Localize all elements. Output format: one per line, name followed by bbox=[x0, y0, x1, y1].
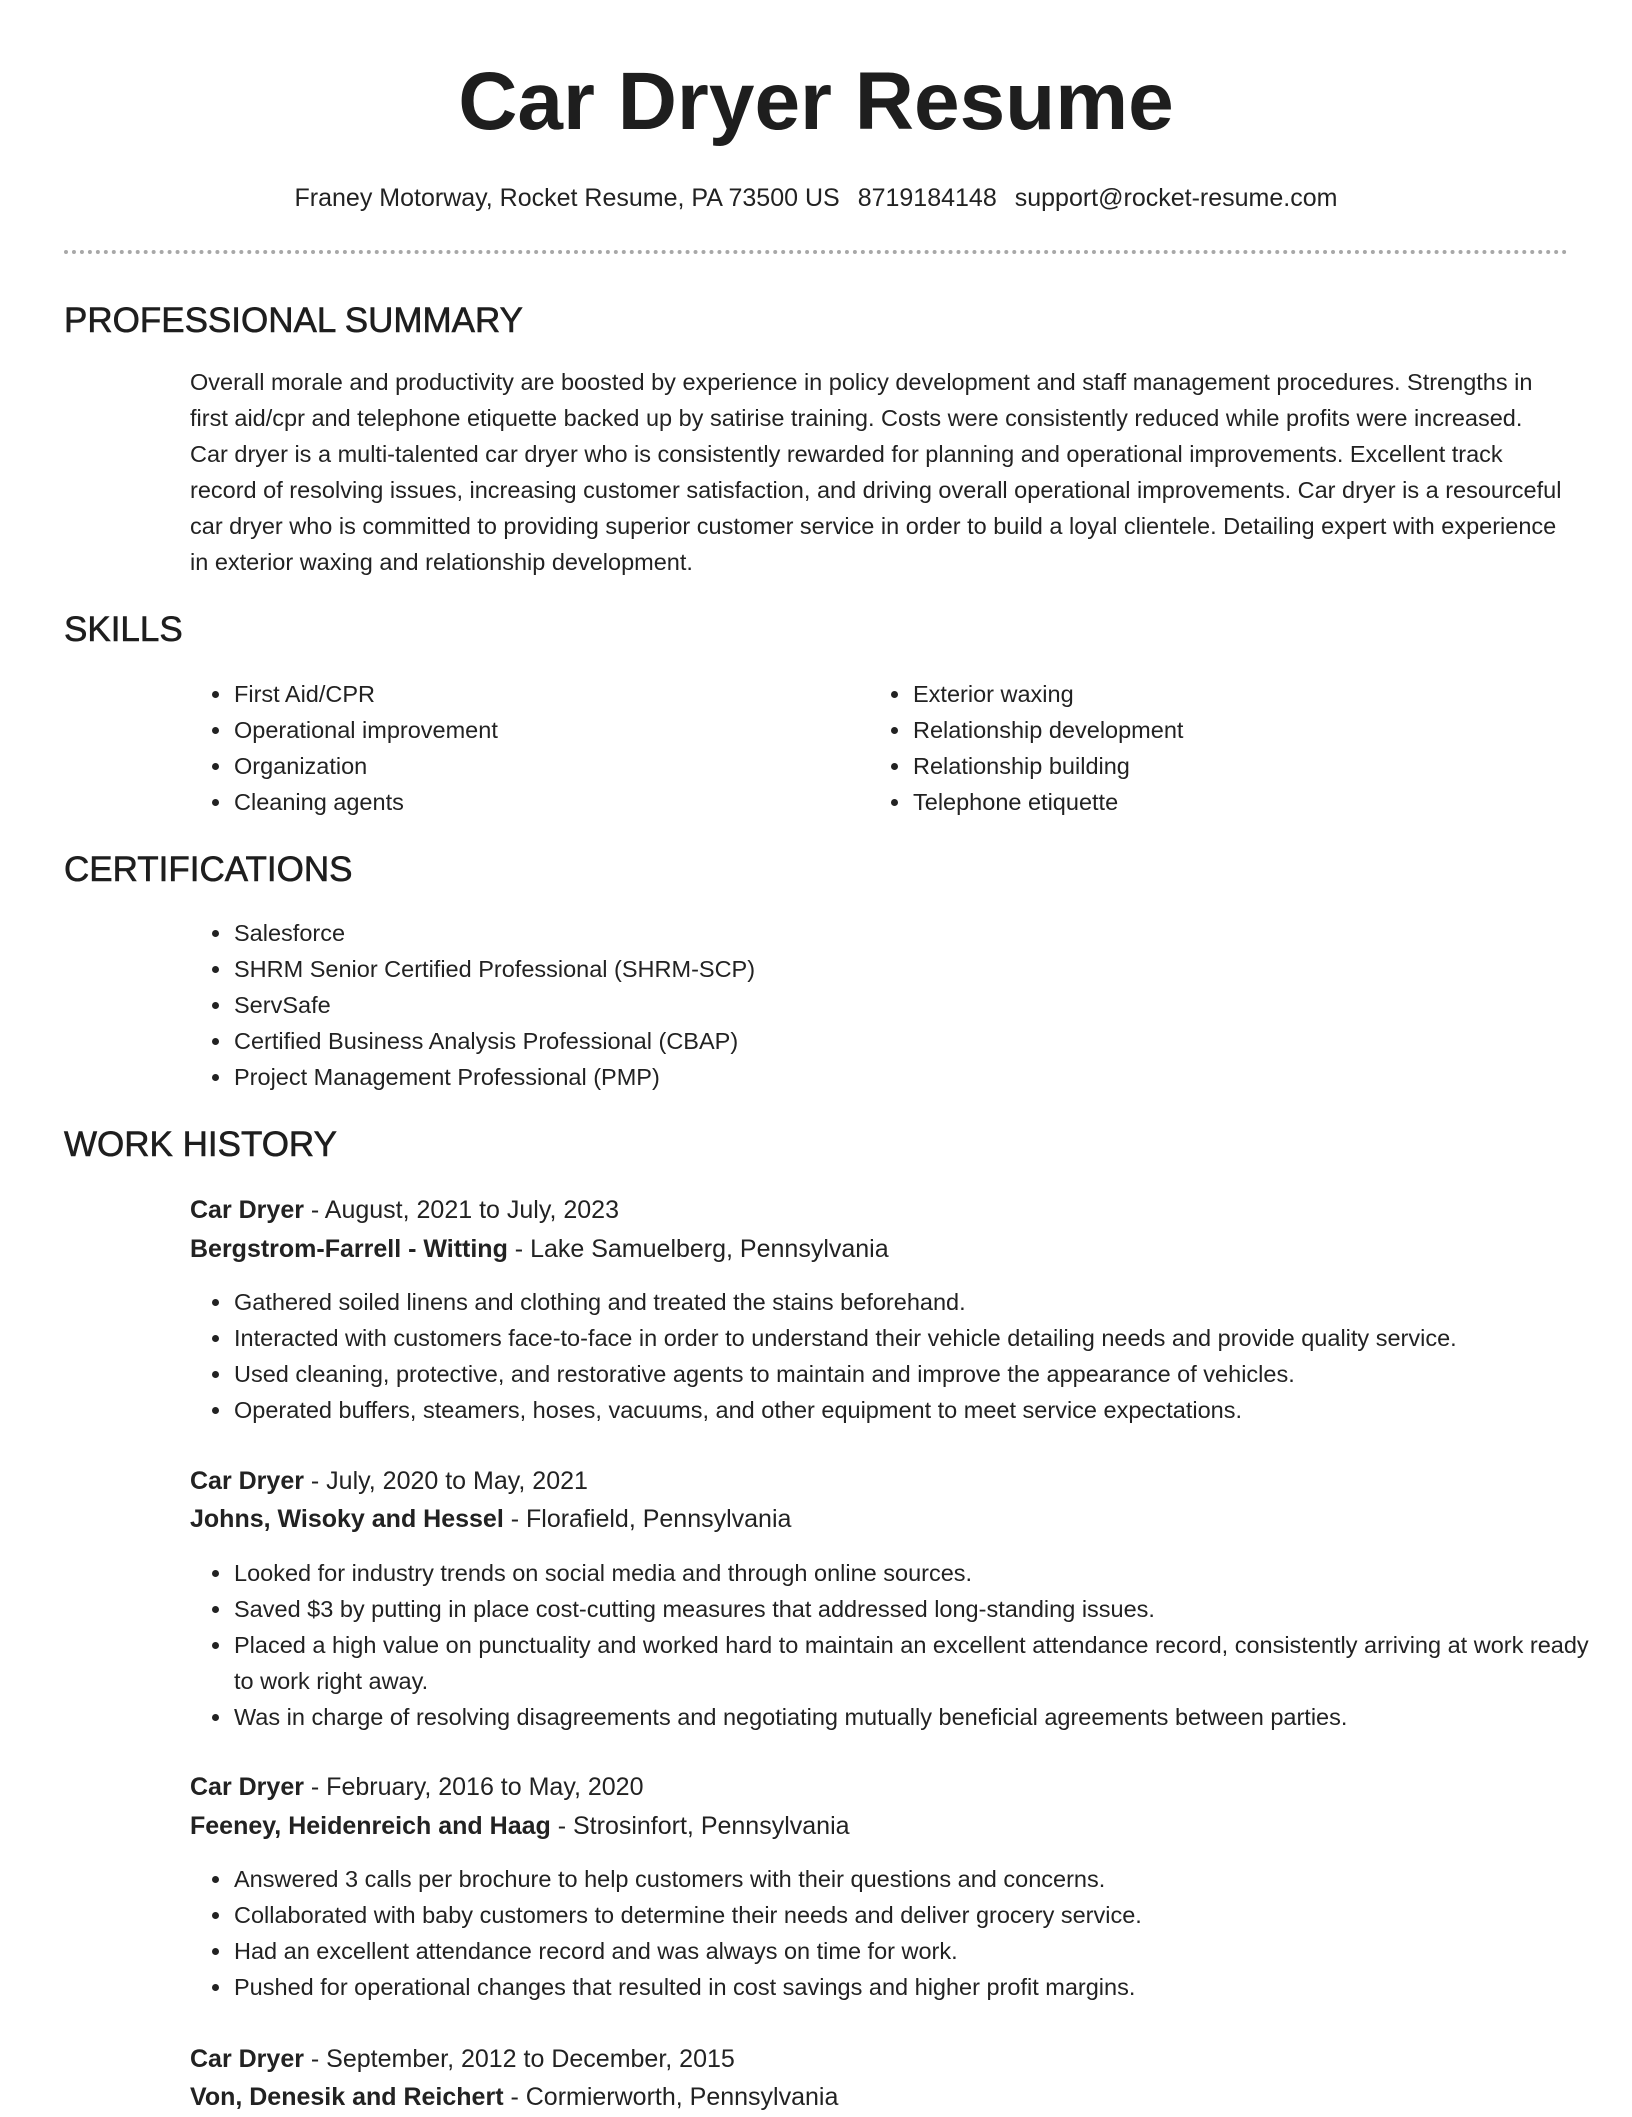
job-company: Feeney, Heidenreich and Haag bbox=[190, 1812, 551, 1840]
list-item: • Used cleaning, protective, and restorative agents to maintain and improve the appearance of vehicles. bbox=[233, 1356, 1608, 1392]
job-role: Car Dryer bbox=[190, 1467, 304, 1495]
list-item: • Organization bbox=[233, 748, 853, 784]
list-item: • Placed a high value on punctuality and worked hard to maintain an excellent attendance record, consistently arriving at work ready to work right away. bbox=[233, 1627, 1608, 1699]
list-item: • First Aid/CPR bbox=[233, 676, 853, 712]
job-title-line bbox=[190, 2039, 735, 2079]
list-item: • Salesforce bbox=[233, 915, 1563, 951]
job-title-line bbox=[190, 1461, 588, 1501]
job-location: - Lake Samuelberg, Pennsylvania bbox=[507, 1235, 889, 1263]
job-company: Bergstrom-Farrell - Witting bbox=[190, 1235, 508, 1263]
list-item: • Exterior waxing bbox=[912, 676, 1572, 712]
list-item: • Cleaning agents bbox=[233, 784, 853, 820]
list-item: • ServSafe bbox=[233, 987, 1563, 1023]
job-role: Car Dryer bbox=[190, 1196, 304, 1224]
list-item: • Project Management Professional (PMP) bbox=[233, 1059, 1563, 1095]
list-item: • SHRM Senior Certified Professional (SHRM-SCP) bbox=[233, 951, 1563, 987]
job-company: Von, Denesik and Reichert bbox=[190, 2083, 504, 2111]
list-item: • Gathered soiled linens and clothing and treated the stains beforehand. bbox=[233, 1284, 1608, 1320]
contact-line bbox=[0, 178, 1632, 218]
contact-email: support@rocket-resume.com bbox=[1014, 184, 1338, 212]
list-item: • Relationship development bbox=[912, 712, 1572, 748]
job-role: Car Dryer bbox=[190, 2045, 304, 2073]
list-item: • Was in charge of resolving disagreements and negotiating mutually beneficial agreements between parties. bbox=[233, 1699, 1608, 1735]
job-dates: - September, 2012 to December, 2015 bbox=[303, 2045, 735, 2073]
list-item: • Telephone etiquette bbox=[912, 784, 1572, 820]
list-item: • Operational improvement bbox=[233, 712, 853, 748]
list-item: • Certified Business Analysis Professional (CBAP) bbox=[233, 1023, 1563, 1059]
contact-phone: 8719184148 bbox=[857, 184, 997, 212]
header-divider bbox=[64, 250, 1568, 254]
job-duties-list bbox=[190, 1555, 1608, 1735]
job-company-line bbox=[190, 2077, 838, 2117]
summary-text: Overall morale and productivity are boosted by experience in policy development and staff management procedures. Strengths in first aid/cpr and telephone etiquette backed up by satirise training. Costs were consistently reduced while profits were increased. Car dryer is a multi-talented car dryer who is consistently rewarded for planning and operational improvements. Excellent track record of resolving issues, increasing customer satisfaction, and driving overall operational improvements. Car dryer is a resourceful car dryer who is committed to providing superior customer service in order to build a loyal clientele. Detailing expert with experience in exterior waxing and relationship development. bbox=[190, 369, 1562, 575]
job-company: Johns, Wisoky and Hessel bbox=[190, 1505, 504, 1533]
job-title-line bbox=[190, 1190, 619, 1230]
job-dates: - July, 2020 to May, 2021 bbox=[303, 1467, 588, 1495]
summary-heading: PROFESSIONAL SUMMARY bbox=[64, 301, 523, 340]
job-location: - Strosinfort, Pennsylvania bbox=[550, 1812, 850, 1840]
list-item: • Looked for industry trends on social media and through online sources. bbox=[233, 1555, 1608, 1591]
skills-list-right bbox=[869, 676, 1572, 820]
contact-address: Franey Motorway, Rocket Resume, PA 73500 US bbox=[294, 184, 840, 212]
job-dates: - February, 2016 to May, 2020 bbox=[303, 1773, 644, 1801]
job-company-line bbox=[190, 1229, 889, 1269]
list-item: • Interacted with customers face-to-face in order to understand their vehicle detailing needs and provide quality service. bbox=[233, 1320, 1608, 1356]
job-dates: - August, 2021 to July, 2023 bbox=[303, 1196, 619, 1224]
list-item: • Answered 3 calls per brochure to help customers with their questions and concerns. bbox=[233, 1861, 1608, 1897]
job-duties-list bbox=[190, 1861, 1608, 2005]
certifications-heading: CERTIFICATIONS bbox=[64, 850, 353, 889]
list-item: • Saved $3 by putting in place cost-cutting measures that addressed long-standing issues. bbox=[233, 1591, 1608, 1627]
job-location: - Cormierworth, Pennsylvania bbox=[503, 2083, 839, 2111]
list-item: • Relationship building bbox=[912, 748, 1572, 784]
job-role: Car Dryer bbox=[190, 1773, 304, 1801]
job-duties-list bbox=[190, 1284, 1608, 1428]
job-company-line bbox=[190, 1499, 791, 1539]
job-location: - Florafield, Pennsylvania bbox=[503, 1505, 792, 1533]
work-history-heading: WORK HISTORY bbox=[64, 1125, 337, 1164]
job-company-line bbox=[190, 1806, 850, 1846]
skills-heading: SKILLS bbox=[64, 610, 183, 649]
list-item: • Had an excellent attendance record and was always on time for work. bbox=[233, 1933, 1608, 1969]
resume-title: Car Dryer Resume bbox=[458, 56, 1174, 147]
list-item: • Operated buffers, steamers, hoses, vacuums, and other equipment to meet service expectations. bbox=[233, 1392, 1608, 1428]
job-title-line bbox=[190, 1767, 643, 1807]
skills-list-left bbox=[190, 676, 853, 820]
list-item: • Collaborated with baby customers to determine their needs and deliver grocery service. bbox=[233, 1897, 1608, 1933]
certifications-list bbox=[190, 915, 1563, 1095]
list-item: • Pushed for operational changes that resulted in cost savings and higher profit margins. bbox=[233, 1969, 1608, 2005]
